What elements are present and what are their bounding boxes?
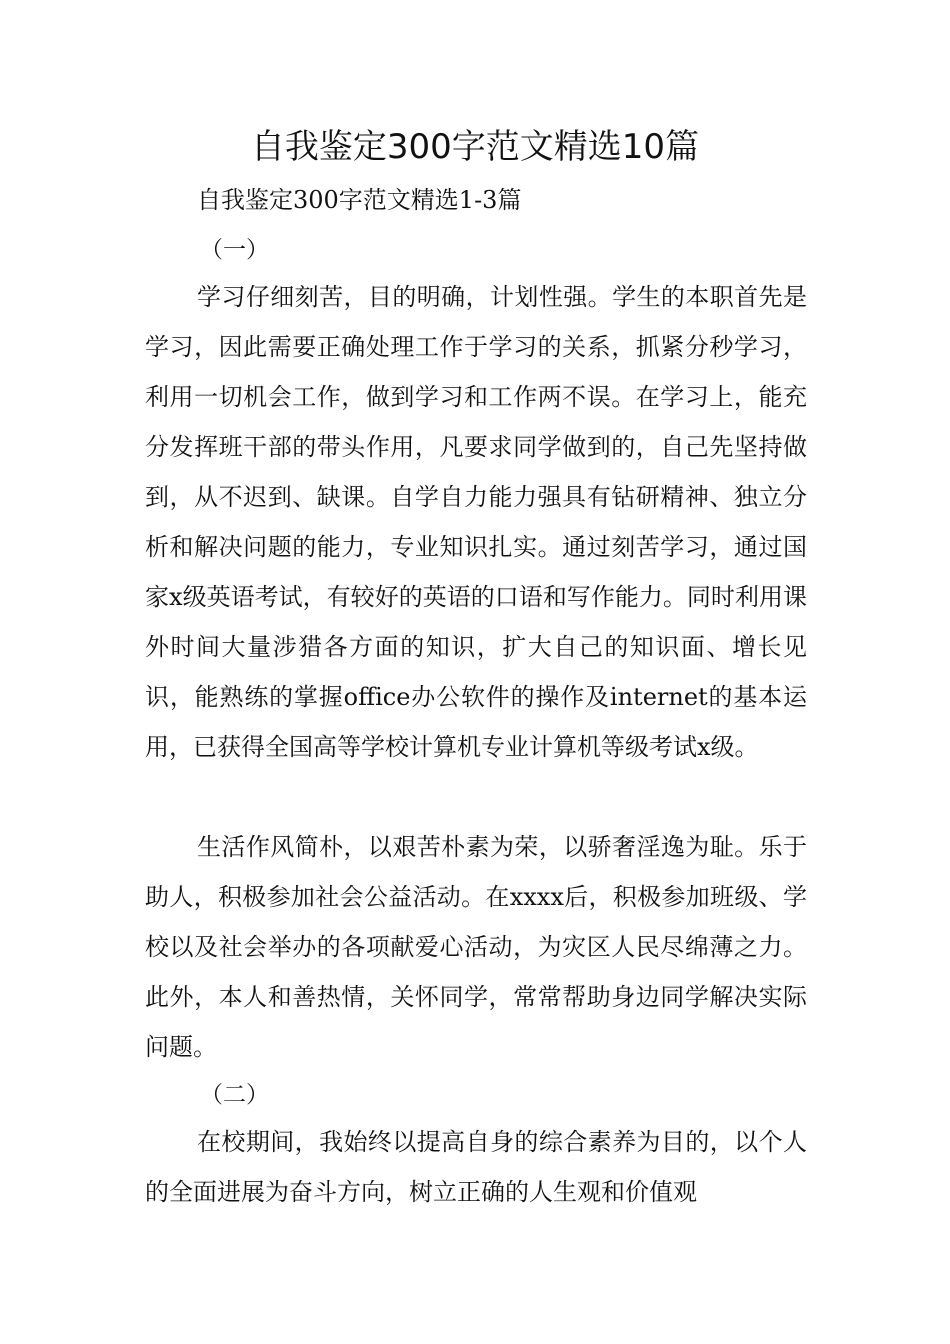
paragraph: 在校期间，我始终以提高自身的综合素养为目的，以个人的全面进展为奋斗方向，树立正确的人生观和价值观	[145, 1128, 807, 1206]
document-title: 自我鉴定300字范文精选10篇	[250, 127, 700, 167]
paragraph: 学习仔细刻苦，目的明确，计划性强。学生的本职首先是学习，因此需要正确处理工作于学习的关系，抓紧分秒学习，利用一切机会工作，做到学习和工作两不误。在学习上，能充分发挥班干部的带头作用，凡要求同学做到的，自己先坚持做到，从不迟到、缺课。自学自力能力强具有钻研精神、独立分析和解决问题的能力，专业知识扎实。通过刻苦学习，通过国家x级英语考试，有较好的英语的口语和写作能力。同时利用课外时间大量涉猎各方面的知识，扩大自己的知识面、增长见识，能熟练的掌握office办公软件的操作及internet的基本运用，已获得全国高等学校计算机专业计算机等级考试x级。	[145, 283, 807, 761]
paragraph: 生活作风简朴，以艰苦朴素为荣，以骄奢淫逸为耻。乐于助人，积极参加社会公益活动。在xxxx后，积极参加班级、学校以及社会举办的各项献爱心活动，为灾区人民尽绵薄之力。此外，本人和善热情，关怀同学，常常帮助身边同学解决实际问题。	[145, 833, 807, 1061]
document-subtitle: 自我鉴定300字范文精选1-3篇	[197, 186, 522, 214]
section-marker-2: （二）	[200, 1082, 269, 1108]
section-marker-1: （一）	[200, 237, 269, 263]
